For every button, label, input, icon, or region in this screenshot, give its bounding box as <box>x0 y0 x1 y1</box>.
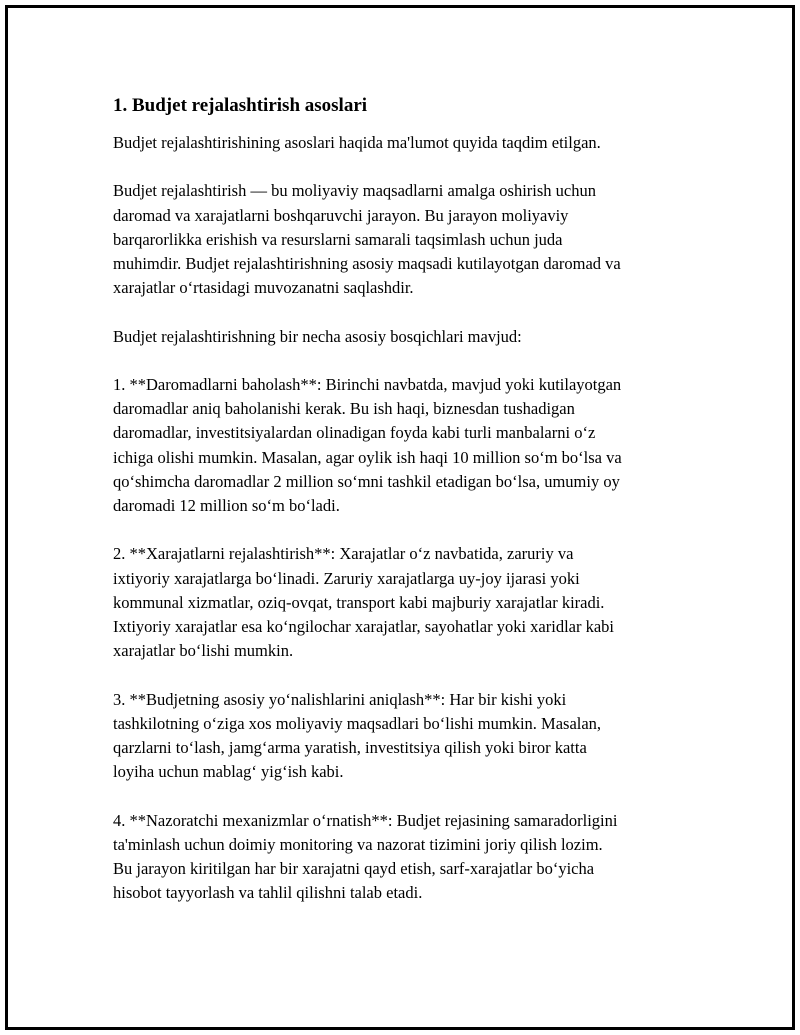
text-line: Ixtiyoriy xarajatlar esa koʻngilochar xarajatlar, sayohatlar yoki xaridlar kabi <box>113 617 615 636</box>
section-heading: 1. Budjet rejalashtirish asoslari <box>113 95 368 116</box>
text-line: qarzlarni toʻlash, jamgʻarma yaratish, investitsiya qilish yoki biror katta <box>113 738 587 757</box>
paragraph <box>113 131 713 155</box>
text-line: Budjet rejalashtirishining asoslari haqida ma'lumot quyida taqdim etilgan. <box>113 133 601 152</box>
text-line: daromad va xarajatlarni boshqaruvchi jarayon. Bu jarayon moliyaviy <box>113 205 569 225</box>
text-line: barqarorlikka erishish va resurslarni samarali taqsimlash uchun juda <box>113 229 563 249</box>
text-line: 4. **Nazoratchi mexanizmlar oʻrnatish**: Budjet rejasining samaradorligini <box>113 810 618 830</box>
text-line: Budjet rejalashtirishning bir necha asosiy bosqichlari mavjud: <box>113 326 522 346</box>
paragraph-list <box>113 131 713 905</box>
paragraph <box>113 688 713 785</box>
text-line: 2. **Xarajatlarni rejalashtirish**: Xarajatlar oʻz navbatida, zaruriy va <box>113 544 574 564</box>
text-line: Budjet rejalashtirish — bu moliyaviy maqsadlarni amalga oshirish uchun <box>113 181 596 201</box>
text-line: muhimdir. Budjet rejalashtirishning asosiy maqsadi kutilayotgan daromad va <box>113 254 621 273</box>
text-line: 1. **Daromadlarni baholash**: Birinchi navbatda, mavjud yoki kutilayotgan <box>113 374 622 394</box>
text-line: loyiha uchun mablagʻ yigʻish kabi. <box>113 762 344 782</box>
text-line: Bu jarayon kiritilgan har bir xarajatni qayd etish, sarf-xarajatlar boʻyicha <box>113 859 595 878</box>
text-line: kommunal xizmatlar, oziq-ovqat, transport kabi majburiy xarajatlar kiradi. <box>113 592 605 612</box>
text-line: hisobot tayyorlash va tahlil qilishni talab etadi. <box>113 883 423 903</box>
text-line: ixtiyoriy xarajatlarga boʻlinadi. Zaruriy xarajatlarga uy-joy ijarasi yoki <box>113 568 580 588</box>
text-line: xarajatlar oʻrtasidagi muvozanatni saqlashdir. <box>113 278 414 298</box>
paragraph <box>113 325 713 349</box>
text-line: xarajatlar boʻlishi mumkin. <box>113 641 294 661</box>
text-line: 3. **Budjetning asosiy yoʻnalishlarini aniqlash**: Har bir kishi yoki <box>113 689 567 709</box>
document-body <box>113 94 713 930</box>
text-line: ichiga olishi mumkin. Masalan, agar oylik ish haqi 10 million soʻm boʻlsa va <box>113 447 622 467</box>
paragraph <box>113 809 713 906</box>
paragraph <box>113 179 713 300</box>
text-line: tashkilotning oʻziga xos moliyaviy maqsadlari boʻlishi mumkin. Masalan, <box>113 713 602 733</box>
text-line: daromadi 12 million soʻm boʻladi. <box>113 496 340 515</box>
paragraph <box>113 373 713 518</box>
text-line: daromadlar, investitsiyalardan olinadigan foyda kabi turli manbalarni oʻz <box>113 423 596 443</box>
text-line: daromadlar aniq baholanishi kerak. Bu ish haqi, biznesdan tushadigan <box>113 399 575 419</box>
paragraph <box>113 542 713 663</box>
text-line: qoʻshimcha daromadlar 2 million soʻmni tashkil etadigan boʻlsa, umumiy oy <box>113 471 620 491</box>
text-line: ta'minlash uchun doimiy monitoring va nazorat tizimini joriy qilish lozim. <box>113 834 603 854</box>
